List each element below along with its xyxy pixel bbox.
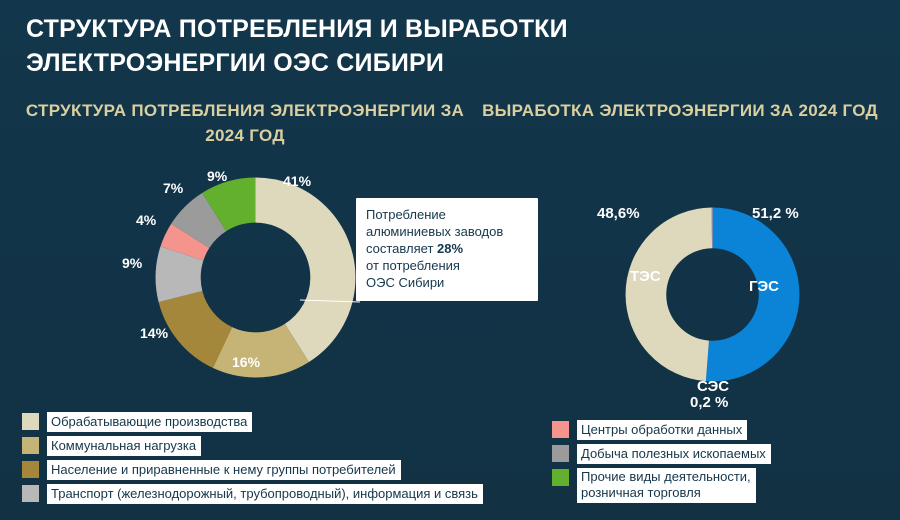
legend-item xyxy=(22,460,483,480)
callout-line-5: ОЭС Сибири xyxy=(366,275,445,290)
label-ses: СЭС xyxy=(697,378,730,395)
label-tes-value: 48,6% xyxy=(597,205,640,222)
label-ges-value: 51,2 % xyxy=(752,205,799,222)
left-chart-subtitle: СТРУКТУРА ПОТРЕБЛЕНИЯ ЭЛЕКТРОЭНЕРГИИ ЗА 2024 ГОД xyxy=(25,101,465,145)
legend-swatch-manufacturing xyxy=(22,413,39,430)
label-4: 4% xyxy=(136,212,157,228)
legend-label-communal: Коммунальная нагрузка xyxy=(47,436,201,456)
label-7: 7% xyxy=(163,180,184,196)
callout-line-1: Потребление xyxy=(366,207,446,222)
legend-swatch-transport xyxy=(22,485,39,502)
legend-right xyxy=(552,420,771,503)
page-title: СТРУКТУРА ПОТРЕБЛЕНИЯ И ВЫРАБОТКИ ЭЛЕКТРОЭНЕРГИИ ОЭС СИБИРИ xyxy=(26,15,568,77)
legend-label-population: Население и приравненные к нему группы потребителей xyxy=(47,460,401,480)
callout-line-3-text: составляет xyxy=(366,241,438,256)
legend-label-transport: Транспорт (железнодорожный, трубопроводный), информация и связь xyxy=(47,484,483,504)
legend-swatch-population xyxy=(22,461,39,478)
legend-label-other-retail-line1: Прочие виды деятельности, xyxy=(581,469,751,484)
legend-label-other-retail-line2: розничная торговля xyxy=(581,485,701,500)
legend-item xyxy=(552,444,771,464)
legend-swatch-communal xyxy=(22,437,39,454)
legend-label-other-retail xyxy=(577,468,756,503)
legend-item xyxy=(22,436,483,456)
label-41: 41% xyxy=(283,173,312,189)
legend-label-mining: Добыча полезных ископаемых xyxy=(577,444,771,464)
callout-line-3-value: 28% xyxy=(437,241,464,256)
legend-item xyxy=(22,484,483,504)
legend-label-data-centers: Центры обработки данных xyxy=(577,420,747,440)
legend-label-manufacturing: Обрабатывающие производства xyxy=(47,412,252,432)
callout-line-3 xyxy=(366,240,528,257)
right-chart-subtitle: ВЫРАБОТКА ЭЛЕКТРОЭНЕРГИИ ЗА 2024 ГОД xyxy=(482,101,878,120)
legend-swatch-data-centers xyxy=(552,421,569,438)
legend-swatch-other-retail xyxy=(552,469,569,486)
label-9-transport: 9% xyxy=(122,255,143,271)
legend-item xyxy=(552,420,771,440)
label-ses-value: 0,2 % xyxy=(690,394,729,411)
label-14: 14% xyxy=(140,325,169,341)
label-9-other: 9% xyxy=(207,168,228,184)
callout-box xyxy=(356,198,538,301)
legend-left xyxy=(22,412,483,504)
label-16: 16% xyxy=(232,354,261,370)
legend-item xyxy=(552,468,771,503)
callout-line-4: от потребления xyxy=(366,258,460,273)
label-tes-inner: ТЭС xyxy=(630,268,661,285)
legend-item xyxy=(22,412,483,432)
legend-swatch-mining xyxy=(552,445,569,462)
callout-line-2: алюминиевых заводов xyxy=(366,224,504,239)
label-ges-inner: ГЭС xyxy=(749,278,780,295)
